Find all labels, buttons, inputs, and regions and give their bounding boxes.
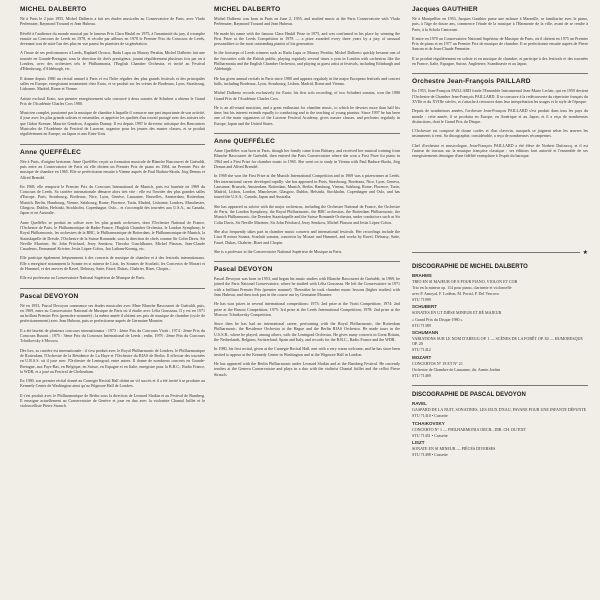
biography-section [20, 6, 205, 137]
record-entry: GASPARD DE LA NUIT, SONATINES, LES JEUX D'EAU, PAVANE POUR UNE INFANTE DÉFUNTE [412, 407, 587, 413]
column-french [20, 4, 205, 416]
biography-section [412, 78, 588, 158]
paragraph: In 1980, his first recital, given at the Carnegie Recital Hall, met with a very warm welcome, and he has since been invited to appear at the Kennedy Center in Washington and at the Wigmore Hall in London. [214, 346, 400, 357]
star-icon: ★ [582, 249, 588, 256]
record-entry: STU 71469 [412, 373, 431, 379]
paragraph: He made his name with the famous Clara Haskil Prize in 1975, and was confirmed in his place by winning the First Prize at the Leeds Competition in 1978 — a prize awarded every three years by a jury of unusual personalities to the most outstanding pianist of his generation. [214, 30, 400, 47]
record-entry: Trio en la mineur op. 114 pour piano, clarinette et violoncelle [412, 284, 512, 290]
paragraph: Anne Queffélec was born in Paris, though her family came from Brittany, and received her musical training from Blanche Bascourret de Guéraldi, then entered the Paris Conservatoire where she won a First Prize for piano in 1964 and a First Prize for chamber music in 1965. She went on to study in Vienna with Paul Badura-Skoda, Jörg Demus and Alfred Brendel. [214, 148, 400, 169]
record-entry: STU 71451 • Cassette [412, 432, 448, 438]
composer-name: TCHAIKOVSKY [412, 420, 445, 426]
paragraph: En 1953, Jean-François PAILLARD fonde l'Ensemble Instrumental Jean-Marie Leclair, qui en 1959 devient l'Orchestre de Chambre Jean-François PAILLARD. Il se consacre à la redécouverte du répertoire français du XVIIe et du XVIIIe siècles, et s'attache à retrouver dans leur interprétation les usages et le style de l'époque. [412, 88, 588, 104]
paragraph: A l'issue de ses performances à Leeds, Raphaël Orozco, Radu Lupu ou Murray Perahia, Michel Dalberto fait une tournée en Grande-Bretagne, sous la direction de chefs prestigieux, jouant régulièrement plusieurs fois par an à Londres, avec des orchestres tels le Philharmonia, l'English Chamber Orchestra, et invité au Festival d'Edimbourg, d'Aldeburgh, etc. [20, 50, 205, 72]
record-entry: STU 71099 [412, 297, 431, 303]
paragraph: L'Orchestre est composé de douze cordes et d'un clavecin, auxquels se joignent selon les œuvres les instruments à vent. Sa discographie, considérable, a reçu de nombreuses récompenses. [412, 128, 588, 139]
paragraph: Née à Paris, d'origine bretonne, Anne Queffélec reçoit sa formation musicale de Blanche Bascourret de Guéraldi, puis entre au Conservatoire de Paris où elle obtient un Premier Prix de piano en 1964, un Premier Prix de musique de chambre en 1965. Elle se perfectionne ensuite à Vienne auprès de Paul Badura-Skoda, Jörg Demus et Alfred Brendel. [20, 158, 205, 180]
paragraph: Il a été lauréat de plusieurs concours internationaux : 1973 : 2ème Prix du Concours Viotti ; 1974 : 2ème Prix du Concours Busoni ; 1975 : 3ème Prix du Concours International de Leeds ; enfin, 1978 : 2ème Prix du Concours Tchaïkovsky à Moscou. [20, 327, 205, 344]
paragraph: She is a professor at the Conservatoire National Supérieur de Musique in Paris. [214, 248, 343, 254]
divider [214, 133, 400, 134]
section-title: Jacques GAUTHIER [412, 6, 478, 13]
discography-section [412, 264, 588, 379]
divider-line [412, 252, 580, 253]
biography-section [20, 149, 205, 281]
section-title: Pascal DEVOYON [214, 266, 273, 274]
record-entry: STU 71389 [412, 322, 431, 328]
composer-name: BRAHMS [412, 272, 432, 278]
paragraph: Il s'est produit avec le Philharmonique de Berlin sous la direction de Leonard Slatkin et au Festival de Bamberg. Il enseigne actuellement au Conservatoire de Genève et joue en duo avec la violoniste Chantal Juillet et le violoncelliste Pierre Strauch. [20, 392, 205, 409]
paragraph: Elle participe également fréquemment à des concerts de musique de chambre et à des festivals internationaux. Elle a enregistré notamment la Sonate en si mineur de Liszt, les Sonates de Scarlatti, les Concertos de Mozart et de Hummel, et des œuvres de Ravel, Debussy, Satie, Fauré, Dukas, Chabrier, Bizet, Chopin... [20, 255, 205, 271]
paragraph: En 1980, son premier récital donné au Carnegie Recital Hall obtint un vif succès et il a été invité à se produire au Kennedy Center de Washington ainsi qu'au Wigmore Hall de Londres. [20, 378, 205, 389]
column-english [214, 4, 400, 384]
section-title: Orchestre Jean-François PAILLARD [412, 78, 531, 86]
record-entry: VARIATIONS SUR LE NOM D'ABEGG OP. 1 — SCÈNES DE LA FORÊT OP. 82 — HUMORESQUE OP. 20 [412, 336, 583, 347]
paragraph: Révélé à l'audience du monde musical par le fameux Prix Clara Haskil en 1975, à l'unanimité du jury, il triomphe ensuite au Concours de Leeds en 1978, et récolte par ailleurs en 1978 le Premier Prix du Concours de Leeds, devenant tout de suite l'un des plus en vue parmi les pianistes de sa génération. [20, 30, 205, 47]
section-title: Anne QUEFFÉLEC [20, 148, 82, 156]
record-entry: CONCERTOS N° 18 ET N° 21 [412, 360, 463, 366]
record-entry: Orchestre de Chambre de Lausanne, dir. Armin Jordan [412, 366, 501, 372]
section-title: MICHEL DALBERTO [214, 6, 281, 13]
spacer [412, 166, 588, 248]
column-right [412, 4, 588, 465]
record-entry: SONATE EN SI MINEUR — PIÈCES DIVERSES [412, 446, 496, 452]
paragraph: In the footsteps of Leeds winners such as Radu Lupu or Murray Perahia, Michel Dalberto quickly became one of the favourites with the British public, playing regularly several times a year in London with orchestras like the Philharmonia and the English Chamber Orchestra, and playing as guest artist at festivals, including Edinburgh and Aldeburgh. [214, 50, 400, 72]
paragraph: Depuis de nombreuses années, l'orchestre Jean-François PAILLARD s'est produit dans tous les pays du monde : cette année, il se produira en Europe, en Amérique et au Japon, et il a reçu de nombreuses distinctions, dont le Grand Prix du Disque. [412, 108, 588, 124]
divider [412, 385, 588, 386]
paragraph: Pascal Devoyon was born in 1953, and began his music studies with Blanche Bascourret de Guéraldi; in 1969, he joined the Paris National Conservatoire, where he studied with Lélia Gousseau. He left the Conservatoire in 1971 with a brilliant Premier Prix (premier nommé). Thereafter he took chamber music lessons (higher studies) with Jean Hubeau, and then took part in the course run by Germaine Mounier. [214, 276, 400, 297]
composer-name: MOZART [412, 354, 432, 360]
paragraph: He has given annual recitals in Paris since 1980 and appears regularly in the major European festivals and concert halls, including Bordeaux, Lyon, Strasbourg, Lisbon, Madrid, Rome and Vienna. [214, 75, 400, 86]
composer-name: RAVEL [412, 401, 427, 407]
composer-name: SCHUBERT [412, 304, 438, 310]
paragraph: Il entre en 1970 au Conservatoire National Supérieur de Musique de Paris, où il obtient en 1975 un Premier Prix de piano et en 1977 un Premier Prix de musique de chambre. Il se perfectionne ensuite auprès de Pierre Sancan et de Jean-Claude Pennetier. [412, 35, 588, 52]
paragraph: Né en 1953, Pascal Devoyon commence ses études musicales avec Mme Blanche Bascourret de Guéraldi, puis, en 1969, entre au Conservatoire National de Musique de Paris où il étudie avec Lélia Gousseau. Il y est en 1971 un brillant Premier Prix (première nommée) ; la même année il obtient ses prix de musique de chambre (cycle de perfectionnement) avec Jean Hubeau, puis se perfectionne auprès de Germaine Mounier. [20, 302, 205, 324]
record-entry: « Grand Prix du Disque 1980 » [412, 316, 463, 322]
discography-section [412, 392, 588, 457]
biography-section [214, 266, 400, 377]
paragraph: En 1968, elle remporte le Premier Prix du Concours International de Munich, puis est lauréate en 1969 du Concours de Leeds. Sa carrière internationale démarre alors très vite : elle est l'invitée des plus grandes salles d'Europe, Paris, Strasbourg, Bordeaux, Nice, Lyon, Genève, Lausanne, Bruxelles, Amsterdam, Rotterdam, Munich, Berlin, Hambourg, Vienne, Salzbourg, Rome, Florence, Turin, Madrid, Lisbonne, Londres, Manchester, Glasgow, Dublin, Helsinki, Stockholm, Copenhague, Oslo... et s'accomplit des tournées aux U.S.A., au Canada, Japon et en Australie. [20, 183, 205, 216]
record-entry: TRIO EN SI MAJEUR OP. 8 POUR PIANO, VIOLON ET COR [412, 278, 518, 284]
paragraph: He has appeared with the Berlin Philharmonic under Leonard Slatkin and at the Bamberg Festival. He currently teaches at the Geneva Conservatoire and plays in a duo with the violinist Chantal Juillet and the cellist Pierre Strauch. [214, 360, 400, 377]
record-entry: avec P. Amoyal, F. Lodéon, M. Portal, P. Del Vescovo [412, 291, 500, 297]
divider [20, 144, 205, 145]
record-entry: STU 71410 • Cassette [412, 413, 448, 419]
divider [20, 288, 205, 289]
paragraph: Artiste exclusif Erato, son premier enregistrement solo consacré à deux sonates de Schubert a obtenu le Grand Prix de l'Académie Charles Cros 1980. [20, 95, 205, 106]
paragraph: Michel Dalberto was born in Paris on June 2, 1955, and studied music at the Paris Conservatoire with Vlado Perlemuter, Raymond Trouard and Jean Hubeau. [214, 16, 400, 27]
divider [214, 261, 400, 262]
paragraph: Musicien complet, passionné par la musique de chambre à laquelle il consacre une part importante de son activité, il joue avec les plus grands solistes et ensembles, et apprécie les qualités d'un travail partagé avec des artistes tels que Gidon Kremer, Maurice Gendron, Augustin Dumay. Il est depuis 1997 le directeur artistique des Rencontres Musicales de l'Académie du Festival de Lucerne, organise pour les jeunes des master classes, et se produit régulièrement en Europe, au Japon et aux Etats-Unis. [20, 110, 205, 137]
paragraph: Michel Dalberto records exclusively for Erato; his first solo recording, of two Schubert sonatas, won the 1980 Grand Prix de l'Académie Charles Cros. [214, 90, 400, 101]
record-entry: CONCERTO N° 1 — PHILHARMONIA ORCH., DIR. CH. DUTOIT [412, 426, 527, 432]
paragraph: Né à Montpellier en 1953, Jacques Gauthier passe une enfance à Marseille, se familiarise avec le piano, puis, à l'âge de douze ans, commence l'étude de la musique à l'Harmonie de la ville, avant de se rendre à Paris, à la Schola Cantorum. [412, 16, 588, 32]
composer-name: SCHUMANN [412, 330, 439, 336]
paragraph: Il donne depuis 1980 un récital annuel à Paris et est l'hôte régulier des plus grands festivals et des principales salles en Europe, enregistrant notamment chez Erato, et se produit sur les scènes de Bordeaux, Lyon, Strasbourg, Lisbonne, Madrid, Rome et Vienne. [20, 75, 205, 92]
biography-section [214, 138, 400, 254]
paragraph: Né à Paris le 2 juin 1955, Michel Dalberto a fait ses études musicales au Conservatoire de Paris, avec Vlado Perlemuter, Raymond Trouard et Jean Hubeau. [20, 16, 205, 27]
record-entry: STU 71412 [412, 347, 431, 353]
paragraph: Elle est professeur au Conservatoire National Supérieur de Musique de Paris. [20, 275, 146, 281]
biography-section [412, 6, 588, 66]
record-entry: SONATES EN UT DIÈSE MINEUR ET RÉ MAJEUR [412, 310, 502, 316]
paragraph: She also frequently takes part in chamber music concerts and international festivals. Her recordings include the Liszt B minor Sonata, Scarlatti sonatas, concertos by Mozart and Hummel, and works by Ravel, Debussy, Satie, Fauré, Dukas, Chabrier, Bizet and Chopin. [214, 228, 400, 245]
paragraph: He has won prizes in several international competitions: 1973: 2nd prize at the Viotti Competition; 1974: 2nd prize at the Busoni Competition; 1975: 3rd prize at the Leeds International Competition; 1978: 2nd prize at the Moscow Tchaikovsky Competition. [214, 301, 400, 317]
biography-section [214, 6, 400, 126]
paragraph: Since then he has had an international career, performing with the Royal Philharmonic, the Rotterdam Philharmonic, the Residence Orchestra at the Hague and the Berlin RIAS Orchestra. He made tours in the U.S.S.R., where he played, among others, with the Leningrad Orchestra. He gives many concerts in Great Britain, the Netherlands, Belgium, Switzerland, Spain and Italy, and records for the B.B.C., Radio France and the WDR. [214, 321, 400, 343]
paragraph: He is an all-round musician, and a great enthusiast for chamber music, to which he devotes more than half his time; but his interest extends equally to conducting and to the teaching of young pianists. Since 1997 he has been one of the main organizers of the Lucerne Festival Academy, gives master classes, and performs regularly in Europe, Japan and the United States. [214, 104, 400, 126]
section-title: Anne QUEFFÉLEC [214, 138, 276, 146]
paragraph: Dès lors, sa carrière est internationale : il s'est produit avec le Royal Philharmonic de Londres, le Philharmonique de Rotterdam, l'Orchestre de la Résidence de La Haye et l'Orchestre du RIAS de Berlin. Il effectue des tournées en U.R.S.S. où il joue avec l'Orchestre de Leningrad, entre autres. Il donne de nombreux concerts en Grande-Bretagne, aux Pays-Bas, en Belgique, en Suisse, en Espagne et en Italie, enregistre pour la B.B.C., Radio France, la WDR, et a joué au Festival de Cheltenham. [20, 347, 205, 374]
discography-title: DISCOGRAPHIE DE PASCAL DEVOYON [412, 392, 526, 399]
paragraph: She has appeared as soloist with the major orchestras, including the Orchestre National de France, the Orchestre de Paris, the London Symphony, the Royal Philharmonic, the BBC orchestras, the Rotterdam Philharmonic, the Munich Philharmonic, the Dresden Staatskapelle and the Suisse Romande Orchestra, under conductors such as Sir Colin Davis, Sir Neville Marriner, Sir John Pritchard, Jerzy Semkow, Michel Plasson and Jesús López-Cobos. [214, 203, 400, 225]
composer-name: LISZT [412, 440, 425, 446]
paragraph: In 1968 she won the First Prize at the Munich International Competition and in 1969 was a prizewinner at Leeds. Her international career developed rapidly: she has appeared in Paris, Strasbourg, Bordeaux, Nice, Lyon, Geneva, Lausanne, Brussels, Amsterdam, Rotterdam, Munich, Berlin, Hamburg, Vienna, Salzburg, Rome, Florence, Turin, Madrid, Lisbon, London, Manchester, Glasgow, Dublin, Helsinki, Stockholm, Copenhagen and Oslo, and has toured the U.S.A., Canada, Japan and Australia. [214, 173, 400, 200]
discography-title: DISCOGRAPHIE DE MICHEL DALBERTO [412, 263, 528, 270]
section-title: MICHEL DALBERTO [20, 6, 87, 13]
divider [412, 73, 588, 74]
star-separator [412, 250, 588, 256]
paragraph: Anne Queffélec se produit en soliste avec les plus grands orchestres, dont l'Orchestre National de France, l'Orchestre de Paris, le Philharmonique de Radio-France, l'English Chamber Orchestra, le London Symphony, le Royal Philharmonic, les orchestres de la BBC, le Philharmonique de Rotterdam, le Philharmonique de Munich, la Staatskapelle de Dresde, l'Orchestre de la Suisse Romande, sous la direction de chefs comme Sir Colin Davis, Sir Neville Marriner, Sir John Pritchard, Jerzy Semkow, Theodor Guschlbauer, Michel Plasson, Jean-Claude Casadesus, Emmanuel Krivine, Jesús López-Cobos, Jan Latham-Koenig, etc. [20, 219, 205, 252]
paragraph: Chef d'orchestre et musicologue, Jean-François PAILLARD a été élève de Norbert Dufourcq, et il est l'auteur de travaux sur la musique française classique ; ses éditions font autorité et l'ensemble de ses enregistrements témoigne d'une fidélité exemplaire à l'esprit du baroque. [412, 142, 588, 159]
record-entry: STU 71498 • Cassette [412, 452, 448, 458]
paragraph: Il se produit régulièrement en soliste et en musique de chambre, et participe à des festivals et des tournées en France, Italie, Espagne, Suisse, Angleterre, Scandinavie et au Japon. [412, 55, 588, 67]
biography-section [20, 293, 205, 409]
section-title: Pascal DEVOYON [20, 292, 79, 300]
